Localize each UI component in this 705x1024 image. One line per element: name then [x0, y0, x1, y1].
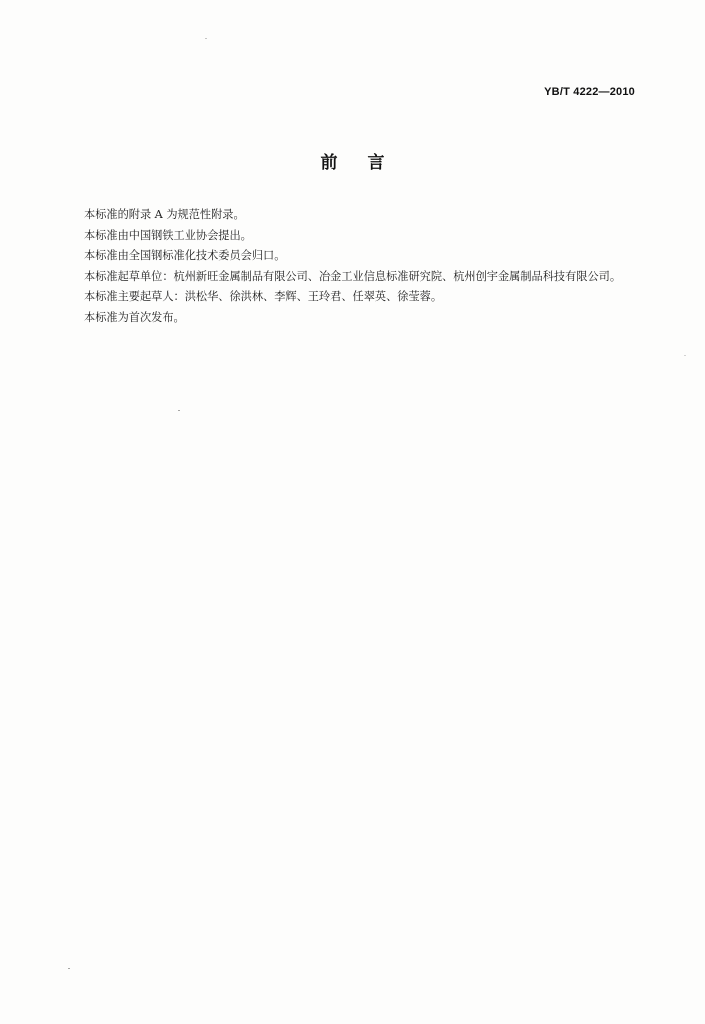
- standard-code: YB/T 4222—2010: [544, 86, 635, 98]
- scan-speck: [684, 355, 686, 356]
- paragraph-first-release: 本标准为首次发布。: [84, 310, 185, 324]
- page-title: 前言: [320, 153, 415, 173]
- scan-speck: [68, 968, 70, 969]
- paragraph-committee: 本标准由全国钢标准化技术委员会归口。: [84, 249, 286, 262]
- paragraph-drafters: 本标准主要起草人：洪松华、徐洪林、李辉、王玲君、任翠英、徐莹蓉。: [84, 290, 443, 303]
- paragraph-drafting-units: 本标准起草单位：杭州新旺金属制品有限公司、冶金工业信息标准研究院、杭州创宇金属制品科技有限公司。: [84, 269, 622, 283]
- scan-speck: [178, 410, 180, 411]
- paragraph-proposer: 本标准由中国钢铁工业协会提出。: [84, 228, 252, 242]
- foreword-body: [60, 205, 638, 328]
- scan-speck: [205, 38, 207, 39]
- paragraph-appendix: 本标准的附录 A 为规范性附录。: [84, 208, 245, 221]
